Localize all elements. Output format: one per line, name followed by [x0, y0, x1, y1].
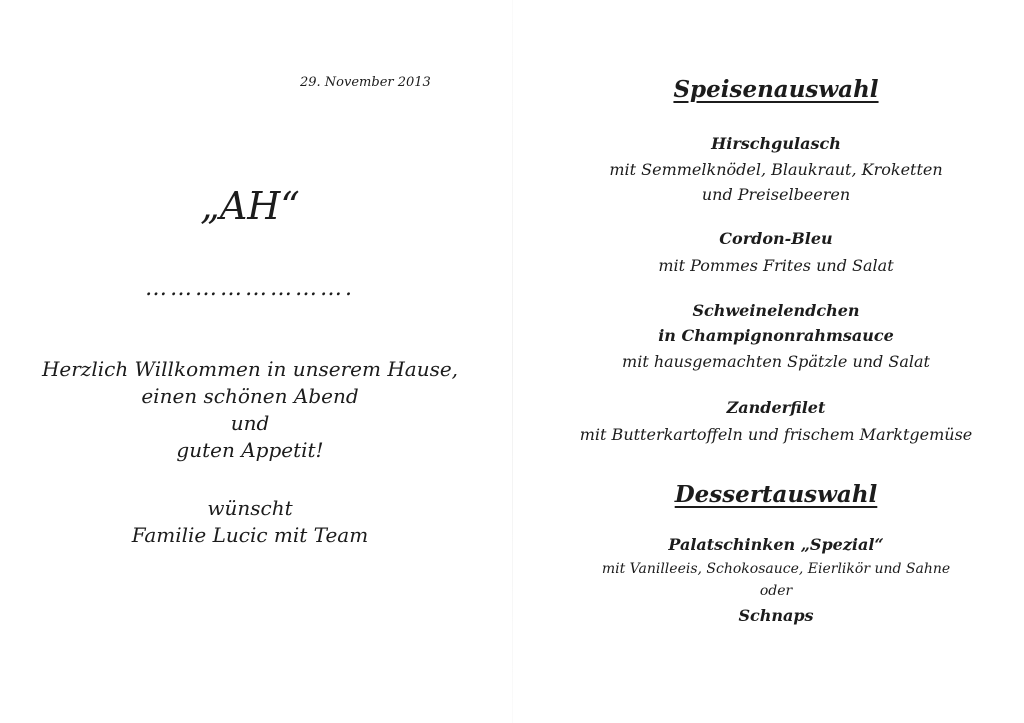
dish-name: Zanderfilet — [726, 398, 826, 417]
date: 29. November 2013 — [300, 75, 431, 90]
dish-description: mit Semmelknödel, Blaukraut, Kroketten — [609, 160, 943, 179]
dish-name-line-2: in Champignonrahmsauce — [658, 326, 894, 345]
wishes-text: wünscht — [207, 496, 293, 520]
menu-page — [512, 0, 1024, 723]
welcome-line-1: Herzlich Willkommen in unserem Hause, — [41, 357, 459, 381]
dotted-line: ……………………. — [145, 276, 355, 301]
welcome-line-4: guten Appetit! — [176, 438, 324, 462]
initials-title: „AH“ — [200, 184, 300, 228]
dessert-description: mit Vanilleeis, Schokosauce, Eierlikör und Sahne — [601, 561, 951, 577]
dish-description: und Preiselbeeren — [701, 185, 851, 204]
dish-name: Cordon-Bleu — [719, 229, 833, 248]
dessert-or: oder — [759, 583, 793, 599]
dish-description: mit hausgemachten Spätzle und Salat — [622, 352, 930, 371]
main-course-heading: Speisenauswahl — [673, 76, 879, 103]
welcome-line-2: einen schönen Abend — [141, 384, 359, 408]
signature: Familie Lucic mit Team — [131, 523, 369, 547]
welcome-line-3: und — [230, 411, 270, 435]
dessert-name: Palatschinken „Spezial“ — [668, 535, 884, 554]
dish-name: Hirschgulasch — [711, 134, 841, 153]
dish-name: Schweinelendchen — [692, 301, 860, 320]
dish-description: mit Butterkartoffeln und frischem Marktgemüse — [579, 425, 973, 444]
dish-description: mit Pommes Frites und Salat — [658, 256, 894, 275]
dessert-heading: Dessertauswahl — [674, 481, 878, 508]
dessert-alternative: Schnaps — [738, 606, 814, 625]
